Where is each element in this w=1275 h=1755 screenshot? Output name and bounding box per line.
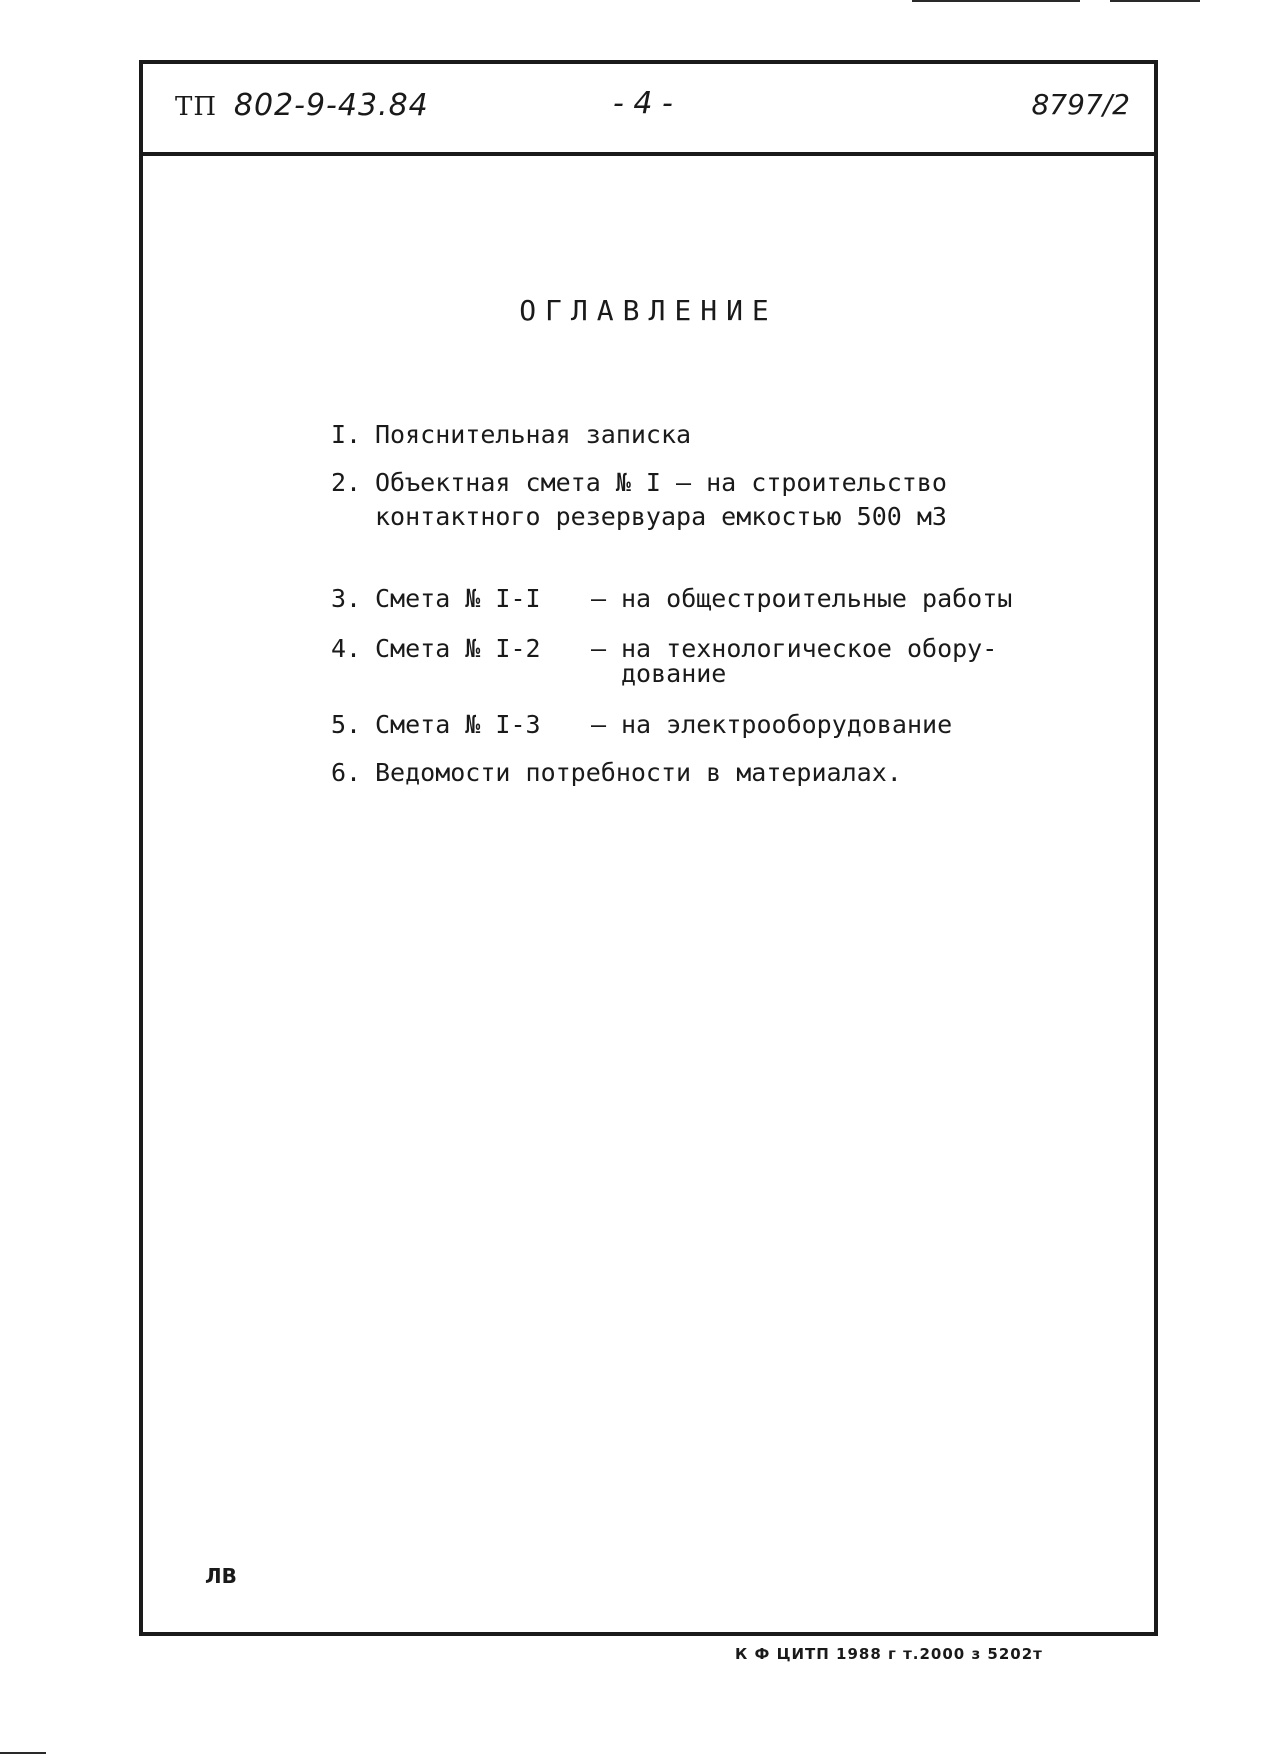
page-title: ОГЛАВЛЕНИЕ: [519, 294, 778, 327]
toc-item-description: на общестроительные работы: [621, 584, 1013, 613]
title-block-header: [143, 64, 1154, 156]
toc-item-text: Смета № I-I: [375, 584, 541, 613]
toc-item-number: 2.: [331, 468, 362, 497]
toc-item-text: Смета № I-3: [375, 710, 541, 739]
toc-item-description-continued: дование: [621, 659, 727, 688]
toc-item-number: 5.: [331, 710, 362, 739]
toc-item-description: на технологическое обору-: [621, 634, 998, 663]
document-frame: [139, 60, 1158, 1636]
toc-item-dash: –: [591, 710, 607, 739]
toc-item-number: 3.: [331, 584, 362, 613]
toc-item-text-continued: контактного резервуара емкостью 500 м3: [375, 502, 947, 531]
document-code-prefix: ТП: [175, 92, 218, 122]
signature-initials: ЛВ: [205, 1564, 237, 1588]
toc-item-number: I.: [331, 420, 362, 449]
toc-item-text: Объектная смета № I – на строительство: [375, 468, 947, 497]
toc-item-text: Пояснительная записка: [375, 420, 692, 449]
toc-item-number: 4.: [331, 634, 362, 663]
scan-edge-mark: [1110, 0, 1200, 2]
document-code-number: 802-9-43.84: [233, 88, 429, 123]
toc-item-description: на электрооборудование: [621, 710, 953, 739]
page-number: - 4 -: [613, 86, 673, 121]
scan-edge-mark: [0, 1752, 46, 1754]
sheet-number: 8797/2: [1031, 88, 1130, 121]
toc-item-number: 6.: [331, 758, 362, 787]
toc-item-text: Ведомости потребности в материалах.: [375, 758, 902, 787]
print-info: К Ф ЦИТП 1988 г т.2000 з 5202т: [735, 1645, 1043, 1663]
toc-item-dash: –: [591, 584, 607, 613]
toc-item-text: Смета № I-2: [375, 634, 541, 663]
toc-item-dash: –: [591, 634, 607, 663]
document-code: [175, 88, 429, 123]
scan-edge-mark: [912, 0, 1080, 2]
